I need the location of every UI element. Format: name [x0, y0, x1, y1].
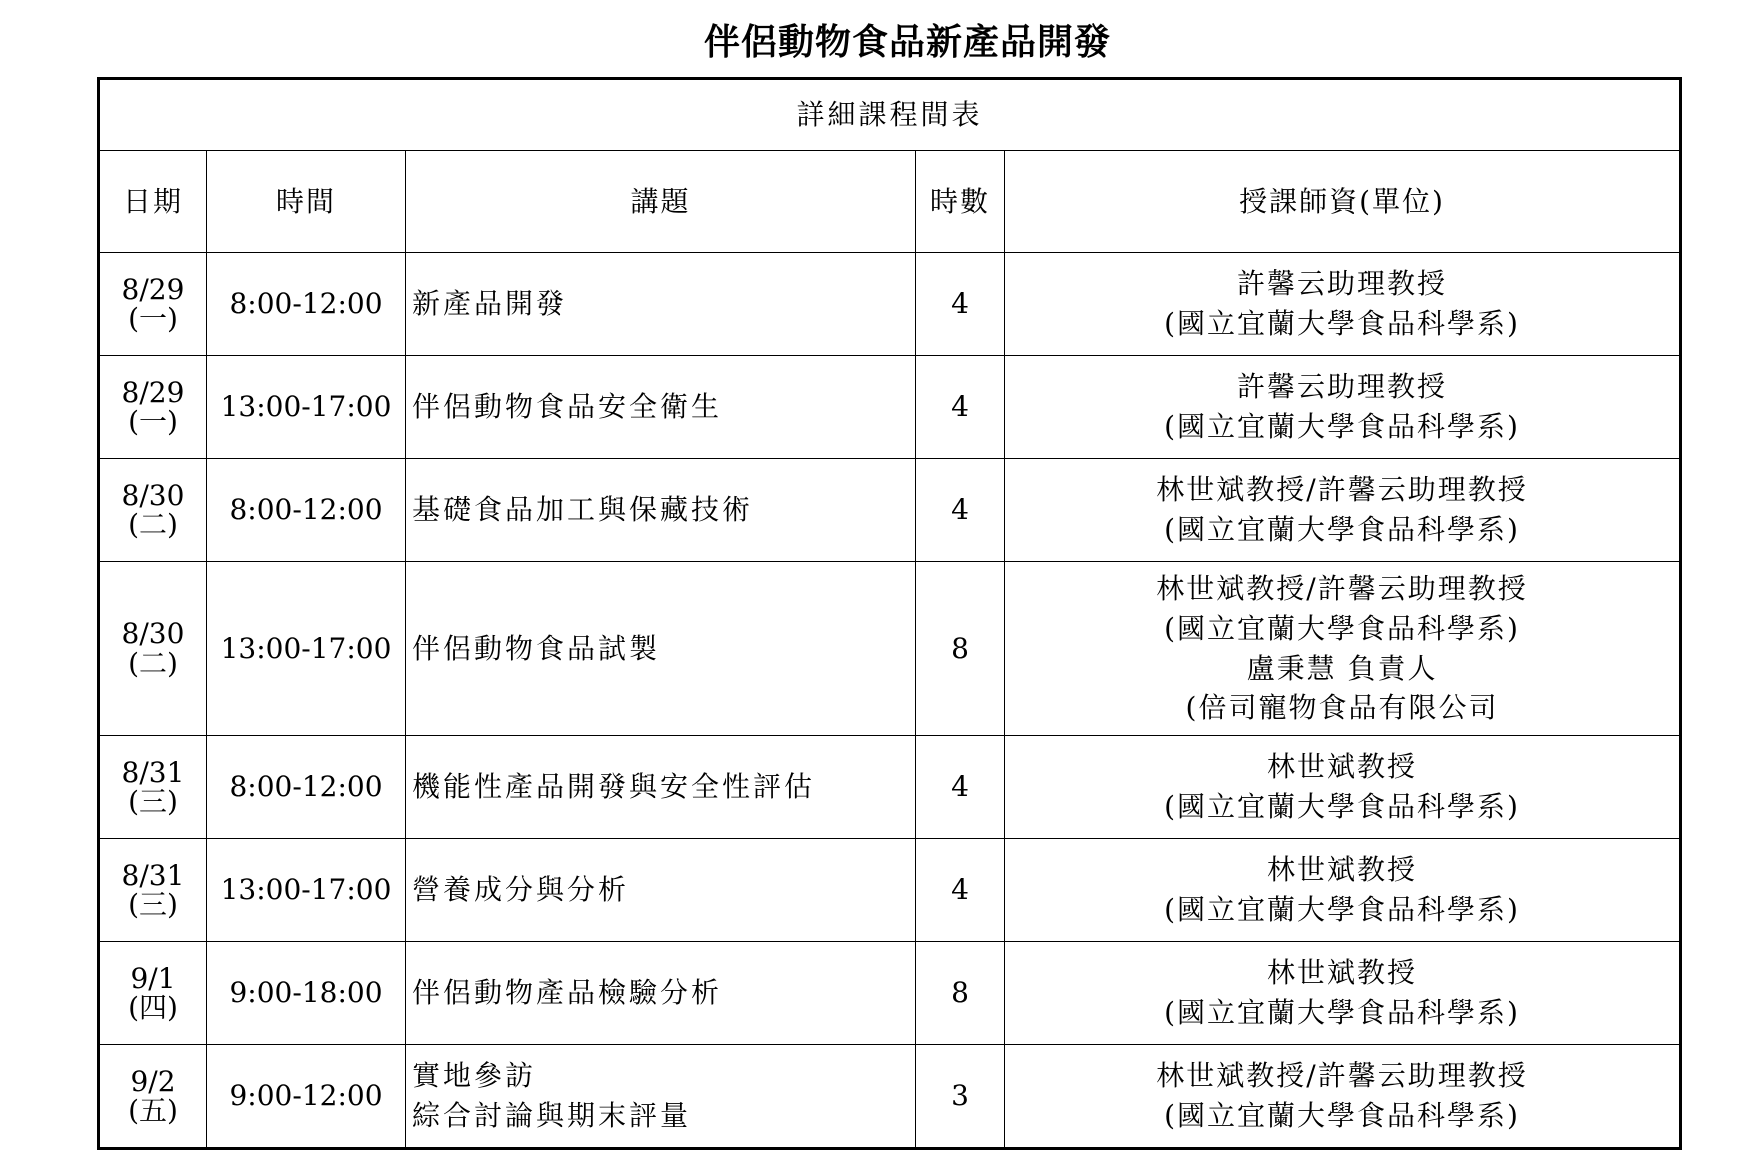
hours-text: 4 [951, 390, 969, 424]
date-cell [99, 942, 207, 1045]
header-row [99, 151, 1681, 253]
topic-cell [406, 356, 916, 459]
time-cell [207, 356, 406, 459]
teacher-cell [1005, 839, 1681, 942]
hours-text: 4 [951, 873, 969, 907]
date-cell [99, 736, 207, 839]
teacher-line: 林世斌教授 [1267, 956, 1418, 990]
time-cell [207, 1045, 406, 1149]
date-text: 8/30 [121, 478, 185, 512]
weekday-text: (三) [128, 785, 178, 818]
table-row [99, 356, 1681, 459]
time-cell [207, 839, 406, 942]
topic-cell [406, 839, 916, 942]
hours-cell [916, 839, 1005, 942]
topic-line: 機能性產品開發與安全性評估 [412, 770, 816, 804]
topic-line: 伴侶動物食品安全衛生 [412, 390, 723, 424]
time-cell [207, 253, 406, 356]
weekday-text: (一) [128, 302, 178, 335]
table-row [99, 839, 1681, 942]
hours-text: 8 [951, 976, 969, 1010]
teacher-cell [1005, 253, 1681, 356]
teacher-line: (倍司寵物食品有限公司 [1185, 691, 1499, 725]
hours-cell [916, 942, 1005, 1045]
time-text: 13:00-17:00 [220, 390, 392, 424]
date-cell [99, 459, 207, 562]
teacher-line: 許馨云助理教授 [1237, 370, 1448, 404]
hours-text: 4 [951, 770, 969, 804]
topic-line: 實地參訪 [412, 1059, 537, 1093]
time-text: 8:00-12:00 [229, 287, 383, 321]
hours-text: 4 [951, 493, 969, 527]
date-text: 9/2 [130, 1064, 176, 1098]
topic-line: 基礎食品加工與保藏技術 [412, 493, 754, 527]
teacher-line: 林世斌教授/許馨云助理教授 [1156, 473, 1528, 507]
schedule-table [97, 77, 1682, 1150]
teacher-line: (國立宜蘭大學食品科學系) [1164, 513, 1520, 546]
table-row [99, 253, 1681, 356]
date-text: 8/31 [121, 755, 185, 789]
time-cell [207, 562, 406, 736]
date-cell [99, 562, 207, 736]
teacher-line: 林世斌教授 [1267, 853, 1418, 887]
teacher-cell [1005, 942, 1681, 1045]
teacher-cell [1005, 459, 1681, 562]
date-text: 8/29 [121, 272, 185, 306]
date-cell [99, 839, 207, 942]
teacher-line: (國立宜蘭大學食品科學系) [1164, 790, 1520, 823]
teacher-cell [1005, 1045, 1681, 1149]
weekday-text: (一) [128, 405, 178, 438]
hours-cell [916, 562, 1005, 736]
topic-cell [406, 1045, 916, 1149]
teacher-cell [1005, 356, 1681, 459]
teacher-line: (國立宜蘭大學食品科學系) [1164, 611, 1520, 645]
teacher-line: (國立宜蘭大學食品科學系) [1164, 893, 1520, 926]
time-text: 13:00-17:00 [220, 631, 392, 665]
teacher-line: 林世斌教授/許馨云助理教授 [1156, 1059, 1528, 1093]
topic-cell [406, 459, 916, 562]
hours-cell [916, 356, 1005, 459]
document-title: 伴侶動物食品新產品開發 [703, 22, 1111, 63]
table-row [99, 1045, 1681, 1149]
hours-cell [916, 253, 1005, 356]
weekday-text: (二) [128, 508, 178, 541]
teacher-line: (國立宜蘭大學食品科學系) [1164, 1099, 1520, 1132]
topic-cell [406, 942, 916, 1045]
date-text: 9/1 [130, 961, 176, 995]
table-row [99, 562, 1681, 736]
time-text: 9:00-18:00 [229, 976, 383, 1010]
teacher-line: 盧秉慧 負責人 [1246, 651, 1438, 685]
weekday-text: (三) [128, 888, 178, 921]
date-text: 8/30 [121, 617, 185, 651]
weekday-text: (四) [128, 991, 178, 1024]
teacher-cell [1005, 736, 1681, 839]
time-text: 9:00-12:00 [229, 1079, 383, 1113]
hours-text: 8 [951, 631, 969, 665]
header-hours: 時數 [916, 151, 1005, 253]
topic-line: 營養成分與分析 [412, 873, 630, 907]
topic-cell [406, 562, 916, 736]
weekday-text: (二) [128, 646, 178, 680]
topic-line: 伴侶動物產品檢驗分析 [412, 976, 723, 1010]
topic-line: 伴侶動物食品試製 [412, 631, 661, 665]
teacher-line: (國立宜蘭大學食品科學系) [1164, 410, 1520, 443]
topic-line: 新產品開發 [412, 287, 568, 321]
table-row [99, 942, 1681, 1045]
hours-cell [916, 1045, 1005, 1149]
date-cell [99, 356, 207, 459]
topic-cell [406, 253, 916, 356]
time-cell [207, 459, 406, 562]
topic-line: 綜合討論與期末評量 [412, 1099, 692, 1132]
date-cell [99, 253, 207, 356]
time-cell [207, 736, 406, 839]
time-cell [207, 942, 406, 1045]
table-caption: 詳細課程間表 [99, 79, 1681, 151]
date-cell [99, 1045, 207, 1149]
date-text: 8/31 [121, 858, 185, 892]
time-text: 8:00-12:00 [229, 770, 383, 804]
teacher-line: (國立宜蘭大學食品科學系) [1164, 996, 1520, 1029]
hours-cell [916, 459, 1005, 562]
time-text: 8:00-12:00 [229, 493, 383, 527]
teacher-line: 林世斌教授 [1267, 750, 1418, 784]
teacher-line: 林世斌教授/許馨云助理教授 [1156, 572, 1528, 605]
topic-cell [406, 736, 916, 839]
header-topic: 講題 [406, 151, 916, 253]
table-row [99, 459, 1681, 562]
teacher-cell [1005, 562, 1681, 736]
schedule-body [99, 79, 1681, 1149]
header-time: 時間 [207, 151, 406, 253]
header-teacher: 授課師資(單位) [1005, 151, 1681, 253]
time-text: 13:00-17:00 [220, 873, 392, 907]
table-row [99, 736, 1681, 839]
date-text: 8/29 [121, 375, 185, 409]
hours-text: 3 [951, 1079, 969, 1113]
caption-row [99, 79, 1681, 151]
weekday-text: (五) [128, 1094, 178, 1127]
teacher-line: (國立宜蘭大學食品科學系) [1164, 307, 1520, 340]
hours-cell [916, 736, 1005, 839]
hours-text: 4 [951, 287, 969, 321]
teacher-line: 許馨云助理教授 [1237, 267, 1448, 301]
header-date: 日期 [99, 151, 207, 253]
